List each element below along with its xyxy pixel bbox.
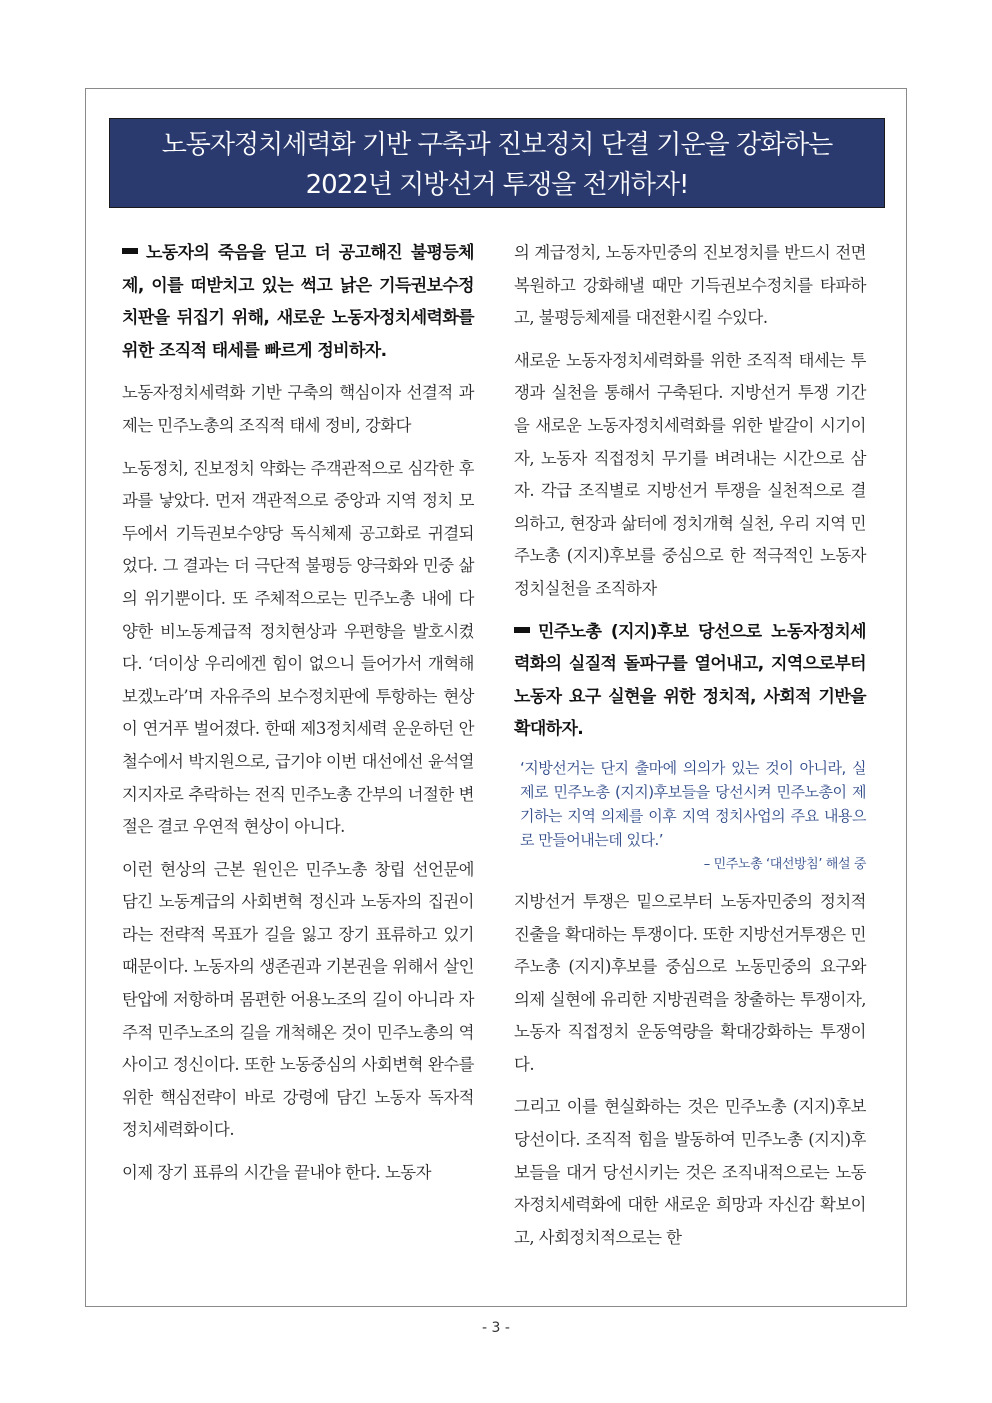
title-banner: [109, 118, 885, 208]
bullet-square-icon: [514, 627, 530, 633]
right-paragraph-4: 그리고 이를 현실화하는 것은 민주노총 (지지)후보 당선이다. 조직적 힘을 발동하여 민주노총 (지지)후보들을 대거 당선시키는 것은 조직내적으로는 노동자정치세력화에 대한 새로운 희망과 자신감 확보이고, 사회정치적으로는 한: [514, 1097, 866, 1247]
right-heading-text: 민주노총 (지지)후보 당선으로 노동자정치세력화의 실질적 돌파구를 열어내고, 지역으로부터 노동자 요구 실현을 위한 정치적, 사회적 기반을 확대하자.: [514, 621, 866, 740]
right-section-heading: [514, 616, 866, 746]
quote-block: ‘지방선거는 단지 출마에 의의가 있는 것이 아니라, 실제로 민주노총 (지지)후보들을 당선시켜 민주노총이 제기하는 지역 의제를 이후 지역 정치사업의 주요 내용으로 만들어내는데 있다.’: [520, 758, 866, 849]
title-line-1: 노동자정치세력화 기반 구축과 진보정치 단결 기운을 강화하는: [161, 130, 833, 160]
left-paragraph-1: 노동자정치세력화 기반 구축의 핵심이자 선결적 과제는 민주노총의 조직적 태세 정비, 강화다: [122, 383, 474, 435]
quote-source: – 민주노총 ‘대선방침’ 해설 중: [703, 856, 866, 872]
left-section-heading: [122, 237, 474, 367]
left-heading-text: 노동자의 죽음을 딛고 더 공고해진 불평등체제, 이를 떠받치고 있는 썩고 낡은 기득권보수정치판을 뒤집기 위해, 새로운 노동자정치세력화를 위한 조직적 태세를 빠르게 정비하자.: [122, 243, 474, 361]
right-paragraph-1: 의 계급정치, 노동자민중의 진보정치를 반드시 전면 복원하고 강화해낼 때만 기득권보수정치를 타파하고, 불평등체제를 대전환시킬 수있다.: [514, 243, 866, 328]
left-paragraph-3: 이런 현상의 근본 원인은 민주노총 창립 선언문에 담긴 노동계급의 사회변혁 정신과 노동자의 집권이라는 전략적 목표가 길을 잃고 장기 표류하고 있기 때문이다. 노동자의 생존권과 기본권을 위해서 살인탄압에 저항하며 몸편한 어용노조의 길이 아니라 자주적 민주노조의 길을 개척해온 것이 민주노총의 역사이고 정신이다. 또한 노동중심의 사회변혁 완수를 위한 핵심전략이 바로 강령에 담긴 노동자 독자적 정치세력화이다.: [122, 859, 474, 1140]
left-paragraph-2: 노동정치, 진보정치 약화는 주객관적으로 심각한 후과를 낳았다. 먼저 객관적으로 중앙과 지역 정치 모두에서 기득권보수양당 독식체제 공고화로 귀결되었다. 그 결과는 더 극단적 불평등 양극화와 민중 삶의 위기뿐이다. 또 주체적으로는 민주노총 내에 다양한 비노동계급적 정치현상과 우편향을 발호시켰다. ‘더이상 우리에겐 힘이 없으니 들어가서 개혁해보겠노라’며 자유주의 보수정치판에 투항하는 현상이 연거푸 벌어졌다. 한때 제3정치세력 운운하던 안철수에서 박지원으로, 급기야 이번 대선에선 윤석열 지지자로 추락하는 전직 민주노총 간부의 너절한 변절은 결코 우연적 현상이 아니다.: [122, 458, 474, 837]
right-paragraph-2: 새로운 노동자정치세력화를 위한 조직적 태세는 투쟁과 실천을 통해서 구축된다. 지방선거 투쟁 기간을 새로운 노동자정치세력화를 위한 밭갈이 시기이자, 노동자 직접정치 무기를 벼려내는 시간으로 삼자. 각급 조직별로 지방선거 투쟁을 실천적으로 결의하고, 현장과 삶터에 정치개혁 실천, 우리 지역 민주노총 (지지)후보를 중심으로 한 적극적인 노동자 정치실천을 조직하자: [514, 350, 866, 598]
bullet-square-icon: [122, 248, 138, 254]
page-number: - 3 -: [482, 1320, 510, 1336]
right-column: [514, 237, 866, 1264]
left-column: [122, 237, 474, 1200]
left-paragraph-4: 이제 장기 표류의 시간을 끝내야 한다. 노동자: [122, 1163, 431, 1183]
right-paragraph-3: 지방선거 투쟁은 밑으로부터 노동자민중의 정치적 진출을 확대하는 투쟁이다. 또한 지방선거투쟁은 민주노총 (지지)후보를 중심으로 노동민중의 요구와 의제 실현에 유리한 지방권력을 창출하는 투쟁이자, 노동자 직접정치 운동역량을 확대강화하는 투쟁이다.: [514, 891, 866, 1074]
title-line-2: 2022년 지방선거 투쟁을 전개하자!: [305, 170, 689, 200]
